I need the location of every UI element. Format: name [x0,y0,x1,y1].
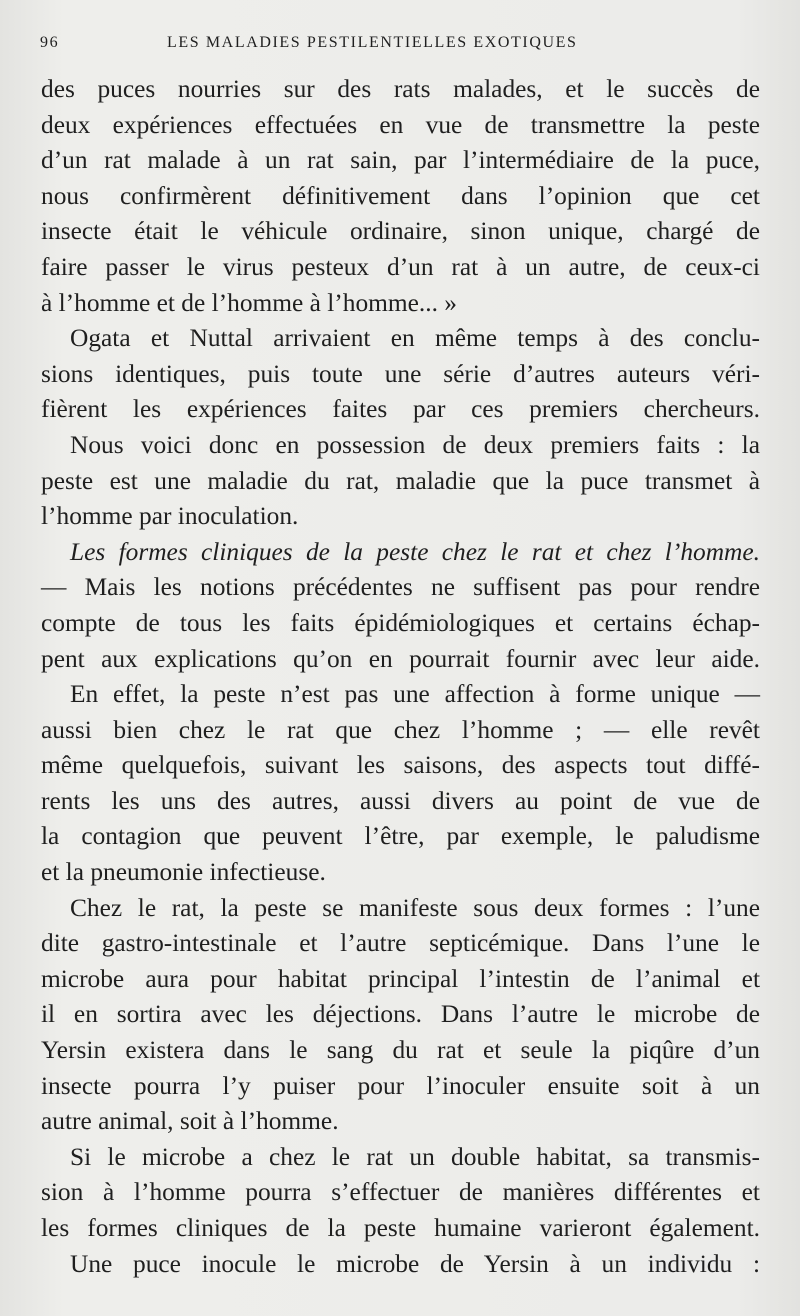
text-line: l’homme par inoculation. [41,502,299,531]
text-line: il en sortira avec les déjections. Dans l’autre le microbe de [41,1000,760,1029]
text-line: faire passer le virus pesteux d’un rat à un autre, de ceux-ci [41,252,760,281]
text-line: d’un rat malade à un rat sain, par l’intermédiaire de la puce, [41,146,760,175]
page-number: 96 [40,34,60,51]
text-line: Yersin existera dans le sang du rat et seule la piqûre d’un [41,1036,760,1065]
text-line: insecte pourra l’y puiser pour l’inoculer ensuite soit à un [41,1071,760,1100]
text-line: nous confirmèrent définitivement dans l’opinion que cet [41,181,760,210]
text-line: sion à l’homme pourra s’effectuer de manières différentes et [41,1178,760,1207]
running-header [40,34,760,56]
text-line: microbe aura pour habitat principal l’intestin de l’animal et [41,964,760,993]
text-line: pent aux explications qu’on en pourrait fournir avec leur aide. [41,644,760,673]
text-line: Nous voici donc en possession de deux premiers faits : la [70,430,760,459]
body-text [41,72,760,1282]
text-line: Ogata et Nuttal arrivaient en même temps à des conclu- [70,324,760,353]
text-line: — Mais les notions précédentes ne suffisent pas pour rendre [41,573,760,602]
text-line: la contagion que peuvent l’être, par exemple, le paludisme [41,822,760,851]
text-line: dite gastro-intestinale et l’autre septicémique. Dans l’une le [41,929,760,958]
text-line: fièrent les expériences faites par ces premiers chercheurs. [41,395,760,424]
text-line: aussi bien chez le rat que chez l’homme ; — elle revêt [41,715,760,744]
text-line: des puces nourries sur des rats malades, et le succès de [41,75,760,103]
text-line: Chez le rat, la peste se manifeste sous deux formes : l’une [70,893,760,922]
text-line: les formes cliniques de la peste humaine varieront également. [41,1214,760,1242]
text-line: insecte était le véhicule ordinaire, sinon unique, chargé de [41,217,760,246]
text-line: compte de tous les faits épidémiologiques et certains échap- [41,608,760,637]
text-line: autre animal, soit à l’homme. [41,1107,339,1136]
text-line: rents les uns des autres, aussi divers au point de vue de [41,786,760,815]
text-line: peste est une maladie du rat, maladie que la puce transmet à [41,466,760,495]
text-line: deux expériences effectuées en vue de transmettre la peste [41,110,760,139]
text-line: Si le microbe a chez le rat un double habitat, sa transmis- [70,1142,760,1171]
text-line: En effet, la peste n’est pas une affection à forme unique — [70,680,760,709]
running-title: LES MALADIES PESTILENTIELLES EXOTIQUES [167,34,578,51]
text-line: à l’homme et de l’homme à l’homme... » [41,288,458,317]
text-line: sions identiques, puis toute une série d’autres auteurs véri- [41,359,760,388]
text-line: même quelquefois, suivant les saisons, des aspects tout diffé- [41,751,760,780]
text-line: Une puce inocule le microbe de Yersin à un individu : [70,1249,760,1278]
section-heading: Les formes cliniques de la peste chez le rat et chez l’homme. [70,537,760,566]
text-line: et la pneumonie infectieuse. [41,858,326,887]
